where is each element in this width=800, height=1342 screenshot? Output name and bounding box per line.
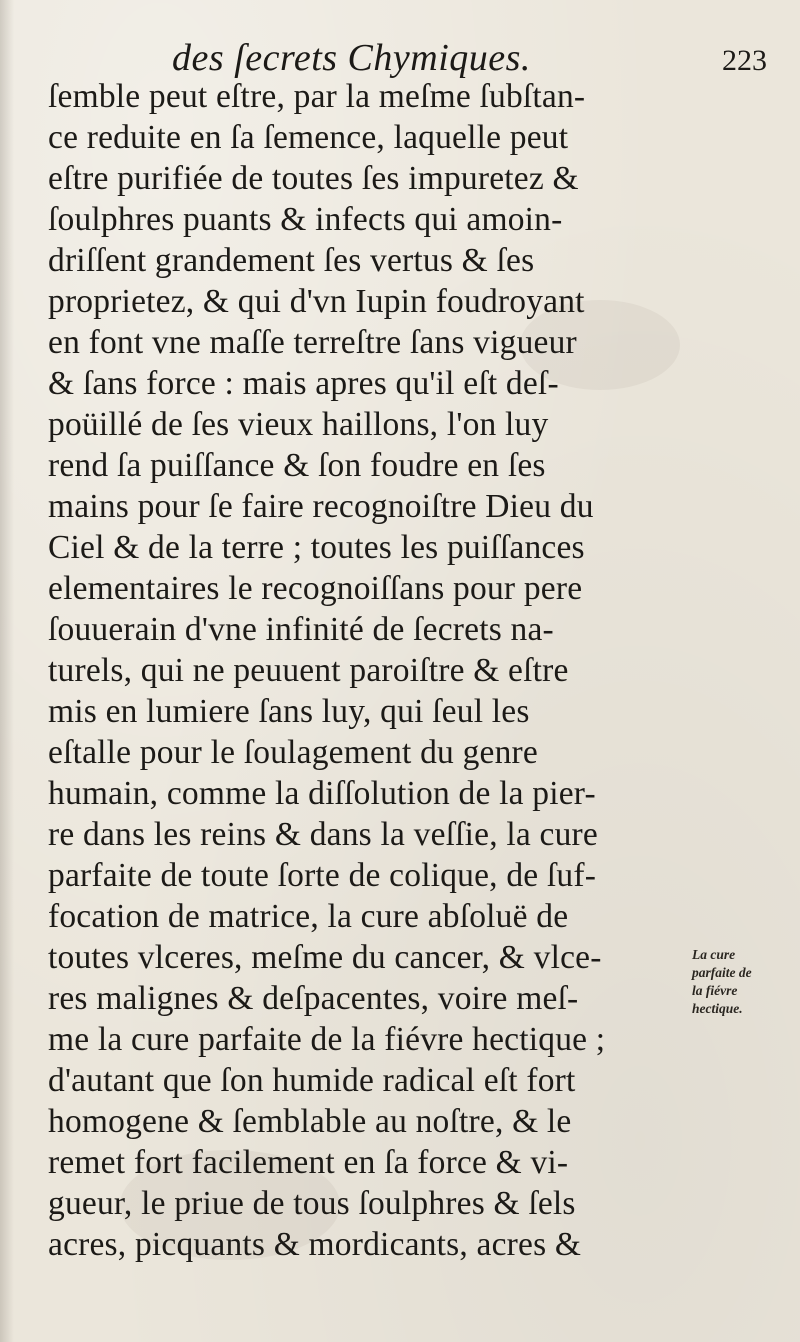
- text-line: focation de matrice, la cure abſoluë de: [48, 898, 569, 935]
- text-line: ſemble peut eſtre, par la meſme ſubſtan-: [48, 78, 586, 115]
- text-line: mis en lumiere ſans luy, qui ſeul les: [48, 693, 530, 730]
- text-line: homogene & ſemblable au noſtre, & le: [48, 1103, 572, 1140]
- text-line: me la cure parfaite de la fiévre hectique ;: [48, 1021, 606, 1058]
- text-line: mains pour ſe faire recognoiſtre Dieu du: [48, 488, 594, 525]
- text-line: gueur, le priue de tous ſoulphres & ſels: [48, 1185, 576, 1222]
- text-line: remet fort facilement en ſa force & vi-: [48, 1144, 569, 1181]
- body-text: [48, 76, 678, 1265]
- text-line: parfaite de toute ſorte de colique, de ſuf-: [48, 857, 597, 894]
- text-line: proprietez, & qui d'vn Iupin foudroyant: [48, 283, 585, 320]
- text-line: acres, picquants & mordicants, acres &: [48, 1226, 582, 1263]
- text-line: turels, qui ne peuuent paroiſtre & eſtre: [48, 652, 569, 689]
- margin-note-line: la fiévre: [692, 983, 738, 998]
- text-line: eſtre purifiée de toutes ſes impuretez &: [48, 160, 579, 197]
- text-line: ſouuerain d'vne infinité de ſecrets na-: [48, 611, 554, 648]
- text-line: Ciel & de la terre ; toutes les puiſſances: [48, 529, 585, 566]
- text-line: eſtalle pour le ſoulagement du genre: [48, 734, 538, 771]
- text-line: driſſent grandement ſes vertus & ſes: [48, 242, 535, 279]
- margin-note-line: La cure: [692, 947, 736, 962]
- margin-note-line: parfaite de: [692, 965, 752, 980]
- text-line: rend ſa puiſſance & ſon foudre en ſes: [48, 447, 546, 484]
- text-line: & ſans force : mais apres qu'il eſt deſ-: [48, 365, 559, 402]
- text-line: elementaires le recognoiſſans pour pere: [48, 570, 583, 607]
- text-line: res malignes & deſpacentes, voire meſ-: [48, 980, 579, 1017]
- running-head-title: des ſecrets Chymiques.: [172, 37, 531, 79]
- text-line: poüillé de ſes vieux haillons, l'on luy: [48, 406, 549, 443]
- margin-note-line: hectique.: [692, 1001, 743, 1016]
- text-line: ce reduite en ſa ſemence, laquelle peut: [48, 119, 569, 156]
- page-number: 223: [722, 44, 767, 77]
- gutter-shadow: [0, 0, 14, 1342]
- text-line: re dans les reins & dans la veſſie, la cure: [48, 816, 598, 853]
- text-line: toutes vlceres, meſme du cancer, & vlce-: [48, 939, 602, 976]
- text-line: d'autant que ſon humide radical eſt fort: [48, 1062, 576, 1099]
- text-line: ſoulphres puants & infects qui amoin-: [48, 201, 563, 238]
- text-line: humain, comme la diſſolution de la pier-: [48, 775, 596, 812]
- margin-note: [692, 946, 796, 1018]
- text-line: en font vne maſſe terreſtre ſans vigueur: [48, 324, 577, 361]
